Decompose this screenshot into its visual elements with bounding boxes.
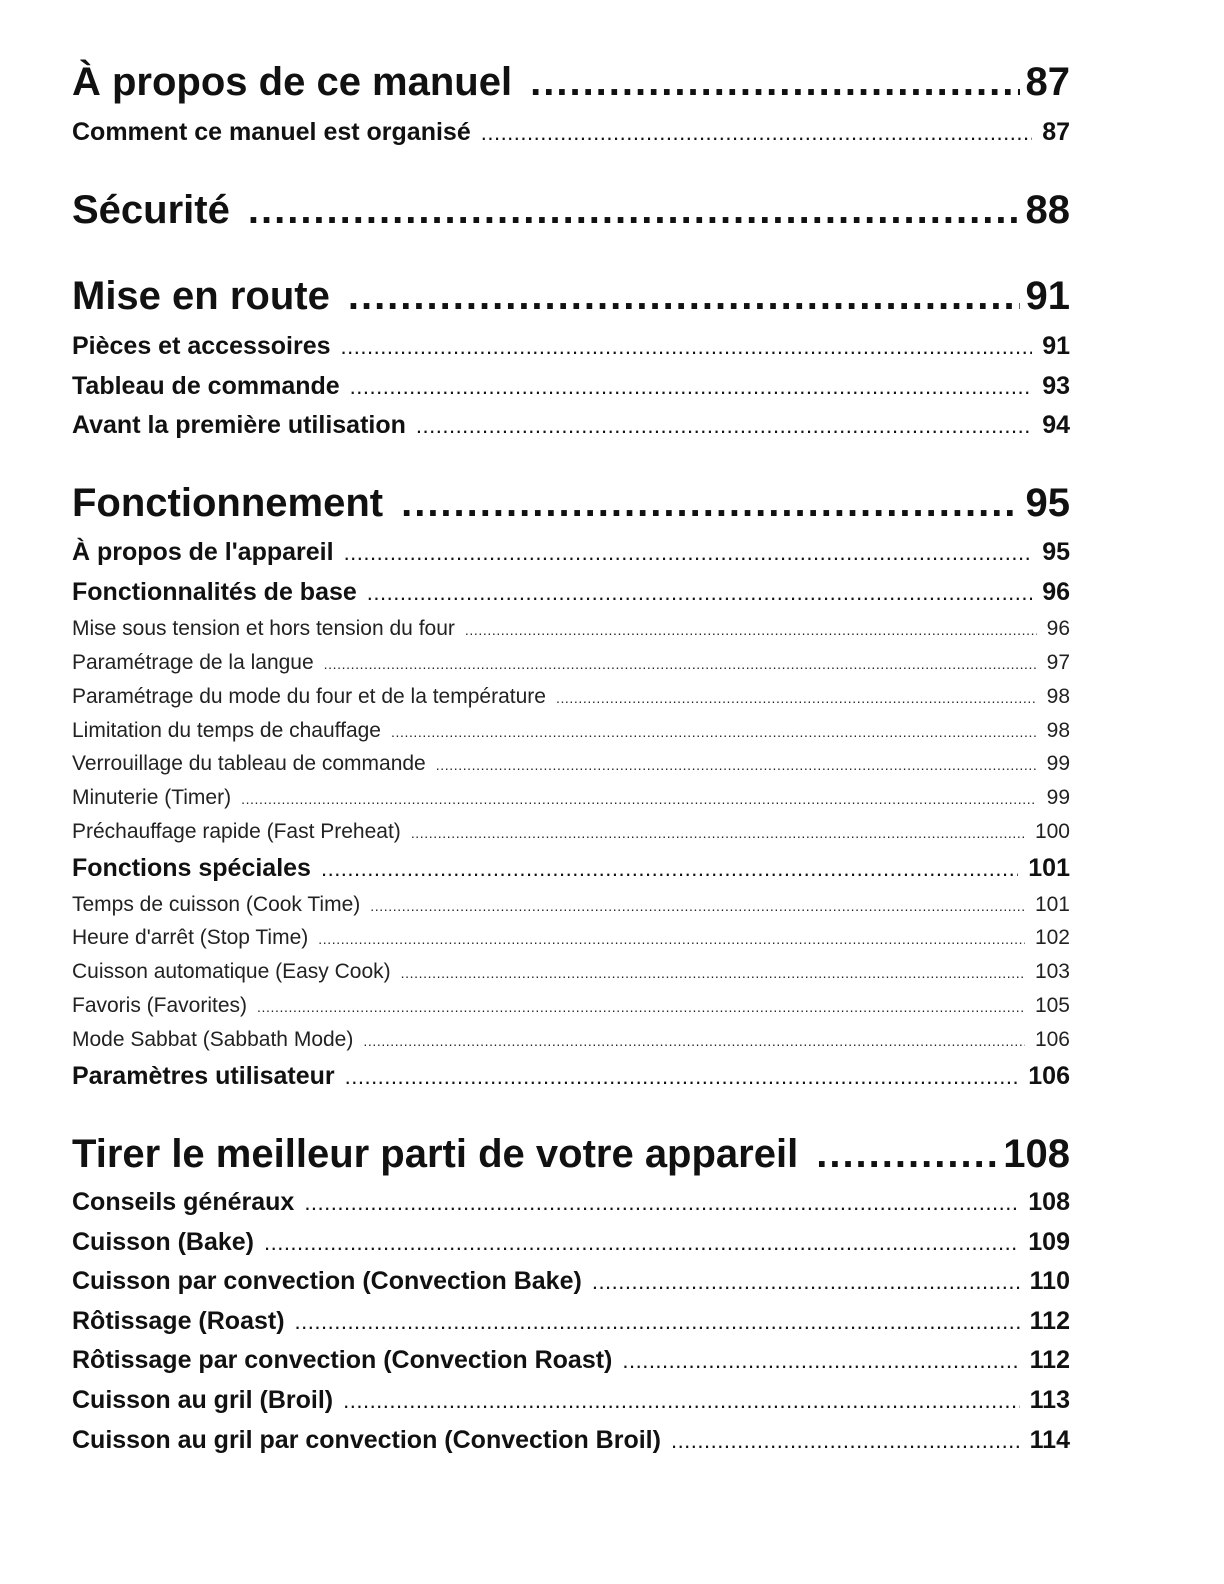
toc-page: 114 bbox=[1029, 1426, 1070, 1454]
dot-leader bbox=[345, 1064, 1019, 1090]
toc-subentry[interactable] bbox=[72, 651, 1070, 675]
toc-title: Mise sous tension et hors tension du four bbox=[72, 617, 455, 640]
dot-leader bbox=[363, 1033, 1025, 1049]
toc-page: 101 bbox=[1034, 893, 1070, 916]
toc-entry[interactable] bbox=[72, 118, 1070, 147]
toc-title: Fonctions spéciales bbox=[72, 854, 311, 882]
dot-leader bbox=[481, 120, 1032, 146]
toc-page: 113 bbox=[1029, 1386, 1070, 1414]
toc-page: 108 bbox=[1003, 1132, 1070, 1176]
toc-entry[interactable] bbox=[72, 1346, 1070, 1375]
toc-heading[interactable] bbox=[72, 274, 1070, 319]
toc-subentry[interactable] bbox=[72, 960, 1070, 984]
toc-title: Temps de cuisson (Cook Time) bbox=[72, 893, 361, 916]
toc-page: 99 bbox=[1046, 752, 1070, 775]
toc-title: Rôtissage par convection (Convection Roast) bbox=[72, 1346, 613, 1374]
toc-page: 93 bbox=[1042, 372, 1070, 400]
toc-page: 88 bbox=[1025, 188, 1070, 232]
toc-title: Tableau de commande bbox=[72, 372, 340, 400]
toc-title: Heure d'arrêt (Stop Time) bbox=[72, 926, 309, 949]
dot-leader bbox=[411, 825, 1025, 841]
dot-leader bbox=[556, 690, 1037, 706]
toc-entry[interactable] bbox=[72, 578, 1070, 607]
toc-title: Paramétrage du mode du four et de la température bbox=[72, 685, 546, 708]
toc-title: Fonctionnalités de base bbox=[72, 578, 357, 606]
dot-leader bbox=[304, 1190, 1018, 1216]
toc-title: Préchauffage rapide (Fast Preheat) bbox=[72, 820, 401, 843]
toc-title: Mise en route bbox=[72, 274, 330, 318]
toc-entry[interactable] bbox=[72, 1426, 1070, 1455]
toc-title: Tirer le meilleur parti de votre appareil bbox=[72, 1132, 799, 1176]
toc-title: À propos de ce manuel bbox=[72, 60, 513, 104]
dot-leader bbox=[671, 1428, 1020, 1454]
toc-page: 106 bbox=[1028, 1062, 1070, 1090]
toc-entry[interactable] bbox=[72, 1267, 1070, 1296]
toc-subentry[interactable] bbox=[72, 994, 1070, 1018]
toc-title: Paramètres utilisateur bbox=[72, 1062, 335, 1090]
toc-page: 109 bbox=[1028, 1228, 1070, 1256]
toc-title: Verrouillage du tableau de commande bbox=[72, 752, 426, 775]
dot-leader bbox=[343, 1388, 1020, 1414]
dot-leader bbox=[318, 931, 1025, 947]
toc-entry[interactable] bbox=[72, 1228, 1070, 1257]
toc-entry[interactable] bbox=[72, 1188, 1070, 1217]
toc-title: Limitation du temps de chauffage bbox=[72, 719, 381, 742]
dot-leader bbox=[816, 1132, 997, 1177]
toc-page: 98 bbox=[1046, 719, 1070, 742]
dot-leader bbox=[592, 1269, 1020, 1295]
toc-page: 94 bbox=[1042, 411, 1070, 439]
toc-title: Cuisson au gril par convection (Convection Broil) bbox=[72, 1426, 661, 1454]
dot-leader bbox=[622, 1348, 1019, 1374]
toc-title: Minuterie (Timer) bbox=[72, 786, 232, 809]
toc-entry[interactable] bbox=[72, 1386, 1070, 1415]
dot-leader bbox=[367, 580, 1032, 606]
toc-page: 91 bbox=[1042, 332, 1070, 360]
toc-entry[interactable] bbox=[72, 1307, 1070, 1336]
toc-page: 98 bbox=[1046, 685, 1070, 708]
dot-leader bbox=[401, 965, 1025, 981]
toc-page: 108 bbox=[1028, 1188, 1070, 1216]
dot-leader bbox=[530, 60, 1019, 105]
dot-leader bbox=[257, 999, 1025, 1015]
toc-title: Cuisson au gril (Broil) bbox=[72, 1386, 334, 1414]
dot-leader bbox=[436, 757, 1037, 773]
dot-leader bbox=[370, 898, 1025, 914]
toc-page: 106 bbox=[1034, 1028, 1070, 1051]
toc-page: 87 bbox=[1042, 118, 1070, 146]
toc-title: À propos de l'appareil bbox=[72, 538, 334, 566]
toc-subentry[interactable] bbox=[72, 719, 1070, 743]
dot-leader bbox=[344, 540, 1033, 566]
toc-title: Pièces et accessoires bbox=[72, 332, 331, 360]
dot-leader bbox=[348, 274, 1020, 319]
toc-page: 100 bbox=[1034, 820, 1070, 843]
toc-page: 101 bbox=[1028, 854, 1070, 882]
toc-entry[interactable] bbox=[72, 411, 1070, 440]
dot-leader bbox=[241, 791, 1037, 807]
toc-title: Conseils généraux bbox=[72, 1188, 295, 1216]
toc-page: 102 bbox=[1034, 926, 1070, 949]
toc-page: 112 bbox=[1029, 1346, 1070, 1374]
toc-title: Cuisson par convection (Convection Bake) bbox=[72, 1267, 582, 1295]
toc-subentry[interactable] bbox=[72, 786, 1070, 810]
dot-leader bbox=[248, 188, 1020, 233]
dot-leader bbox=[350, 374, 1033, 400]
dot-leader bbox=[341, 334, 1033, 360]
toc-page: 99 bbox=[1046, 786, 1070, 809]
dot-leader bbox=[321, 856, 1018, 882]
toc-subentry[interactable] bbox=[72, 893, 1070, 917]
toc-page: 110 bbox=[1029, 1267, 1070, 1295]
toc-page: 112 bbox=[1029, 1307, 1070, 1335]
toc-page: 96 bbox=[1046, 617, 1070, 640]
dot-leader bbox=[324, 656, 1037, 672]
toc-subentry[interactable] bbox=[72, 926, 1070, 950]
toc-heading[interactable] bbox=[72, 1132, 1070, 1177]
toc-title: Fonctionnement bbox=[72, 481, 384, 525]
dot-leader bbox=[401, 481, 1019, 526]
toc-title: Cuisson automatique (Easy Cook) bbox=[72, 960, 391, 983]
toc-title: Sécurité bbox=[72, 188, 230, 232]
toc-subentry[interactable] bbox=[72, 752, 1070, 776]
toc-page: 105 bbox=[1034, 994, 1070, 1017]
toc-subentry[interactable] bbox=[72, 617, 1070, 641]
toc-title: Paramétrage de la langue bbox=[72, 651, 314, 674]
toc-title: Comment ce manuel est organisé bbox=[72, 118, 471, 146]
dot-leader bbox=[391, 724, 1037, 740]
dot-leader bbox=[264, 1230, 1018, 1256]
toc-page: 97 bbox=[1046, 651, 1070, 674]
dot-leader bbox=[416, 413, 1032, 439]
dot-leader bbox=[295, 1309, 1020, 1335]
toc-title: Cuisson (Bake) bbox=[72, 1228, 254, 1256]
toc-page: 103 bbox=[1034, 960, 1070, 983]
toc-subentry[interactable] bbox=[72, 1028, 1070, 1052]
toc-entry[interactable] bbox=[72, 854, 1070, 883]
toc-entry[interactable] bbox=[72, 1062, 1070, 1091]
toc-entry[interactable] bbox=[72, 538, 1070, 567]
toc-page: 95 bbox=[1025, 481, 1070, 525]
toc-title: Avant la première utilisation bbox=[72, 411, 406, 439]
toc-page: 87 bbox=[1025, 60, 1070, 104]
toc-heading[interactable] bbox=[72, 481, 1070, 526]
toc-title: Mode Sabbat (Sabbath Mode) bbox=[72, 1028, 354, 1051]
toc-entry[interactable] bbox=[72, 332, 1070, 361]
toc-title: Favoris (Favorites) bbox=[72, 994, 248, 1017]
toc-page: 96 bbox=[1042, 578, 1070, 606]
toc-title: Rôtissage (Roast) bbox=[72, 1307, 285, 1335]
toc-entry[interactable] bbox=[72, 372, 1070, 401]
dot-leader bbox=[465, 622, 1037, 638]
toc-page: 95 bbox=[1042, 538, 1070, 566]
toc-subentry[interactable] bbox=[72, 820, 1070, 844]
toc-page: 91 bbox=[1025, 274, 1070, 318]
toc-subentry[interactable] bbox=[72, 685, 1070, 709]
toc-heading[interactable] bbox=[72, 60, 1070, 105]
toc-heading[interactable] bbox=[72, 188, 1070, 233]
